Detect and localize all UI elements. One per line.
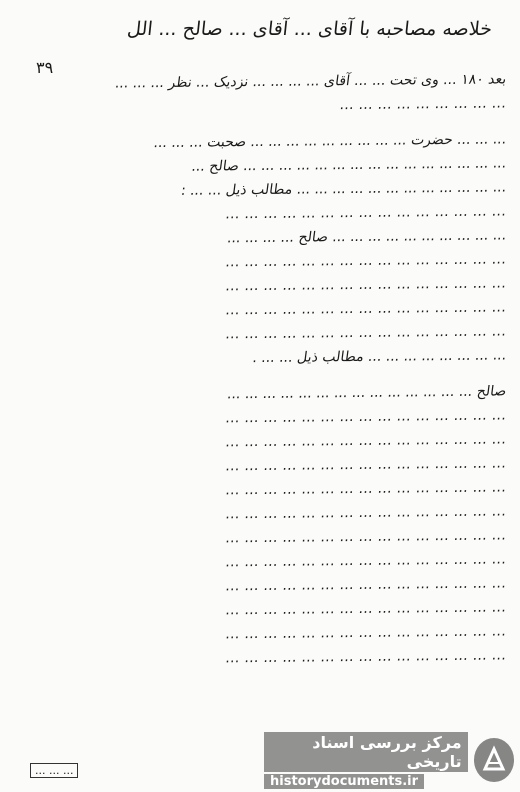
page-number: ۳۹ [36, 58, 54, 77]
text-line: ... ... ... ... ... ... ... ... ... ... ... ... ... ... ... [224, 455, 508, 475]
handwritten-body [12, 70, 506, 670]
text-line: ... ... ... ... ... ... ... ... ... ... ... ... ... ... ... [224, 503, 508, 523]
text-line: ... ... ... ... ... ... ... ... ... ... ... ... ... ... ... [224, 551, 508, 571]
document-title: خلاصه مصاحبه با آقای ... آقای ... صالح ... الل [126, 18, 494, 40]
text-line: ... ... ... ... ... ... ... ... ... ... ... ... ... ... ... [224, 275, 508, 295]
text-line: ... ... ... حضرت ... ... ... ... ... ... ... ... ... صحبت ... ... ... [152, 131, 508, 152]
text-line: ... ... ... ... ... ... ... ... ... ... ... ... ... ... ... [224, 251, 508, 271]
text-line: ... ... ... ... ... ... ... ... ... ... ... ... مطالب ذیل ... ... : [180, 179, 508, 199]
text-line: ... ... ... ... ... ... ... ... ... ... ... ... ... ... ... [224, 407, 508, 427]
text-line: ... ... ... ... ... ... ... ... ... ... ... ... ... ... ... [224, 299, 508, 319]
text-line: ... ... ... ... ... ... ... ... ... ... ... ... ... ... ... [224, 575, 508, 595]
text-line: ... ... ... ... ... ... ... ... ... ... ... ... ... ... ... [224, 479, 508, 499]
text-line: ... ... ... ... ... ... ... ... ... [338, 95, 508, 114]
watermark-url: historydocuments.ir [264, 774, 424, 789]
text-line: ... ... ... ... ... ... ... ... ... ... ... ... ... ... ... [224, 599, 508, 619]
text-line: بعد ۱۸۰ ... وی تحت ... ... آقای ... ... ... ... نزدیک ... نظر ... ... ... [114, 71, 508, 92]
text-line: ... ... ... ... ... ... ... ... مطالب ذیل ... ... . [251, 347, 508, 367]
corner-note: ... ... ... [30, 763, 78, 778]
text-line: ... ... ... ... ... ... ... ... ... ... صالح ... ... ... ... [226, 227, 508, 247]
watermark-name: مرکز بررسی اسناد تاریخی [264, 732, 468, 772]
archive-watermark [264, 732, 514, 789]
text-line: ... ... ... ... ... ... ... ... ... ... ... ... ... ... ... صالح ... [190, 155, 508, 175]
text-line: صالح ... ... ... ... ... ... ... ... ... ... ... ... ... ... [226, 383, 508, 403]
center-logo-icon [474, 738, 514, 782]
text-line: ... ... ... ... ... ... ... ... ... ... ... ... ... ... ... [224, 623, 508, 643]
text-line: ... ... ... ... ... ... ... ... ... ... ... ... ... ... ... [224, 323, 508, 343]
text-line: ... ... ... ... ... ... ... ... ... ... ... ... ... ... ... [224, 431, 508, 451]
text-line: ... ... ... ... ... ... ... ... ... ... ... ... ... ... ... [224, 203, 508, 223]
text-line: ... ... ... ... ... ... ... ... ... ... ... ... ... ... ... [224, 647, 508, 667]
text-line: ... ... ... ... ... ... ... ... ... ... ... ... ... ... ... [224, 527, 508, 547]
